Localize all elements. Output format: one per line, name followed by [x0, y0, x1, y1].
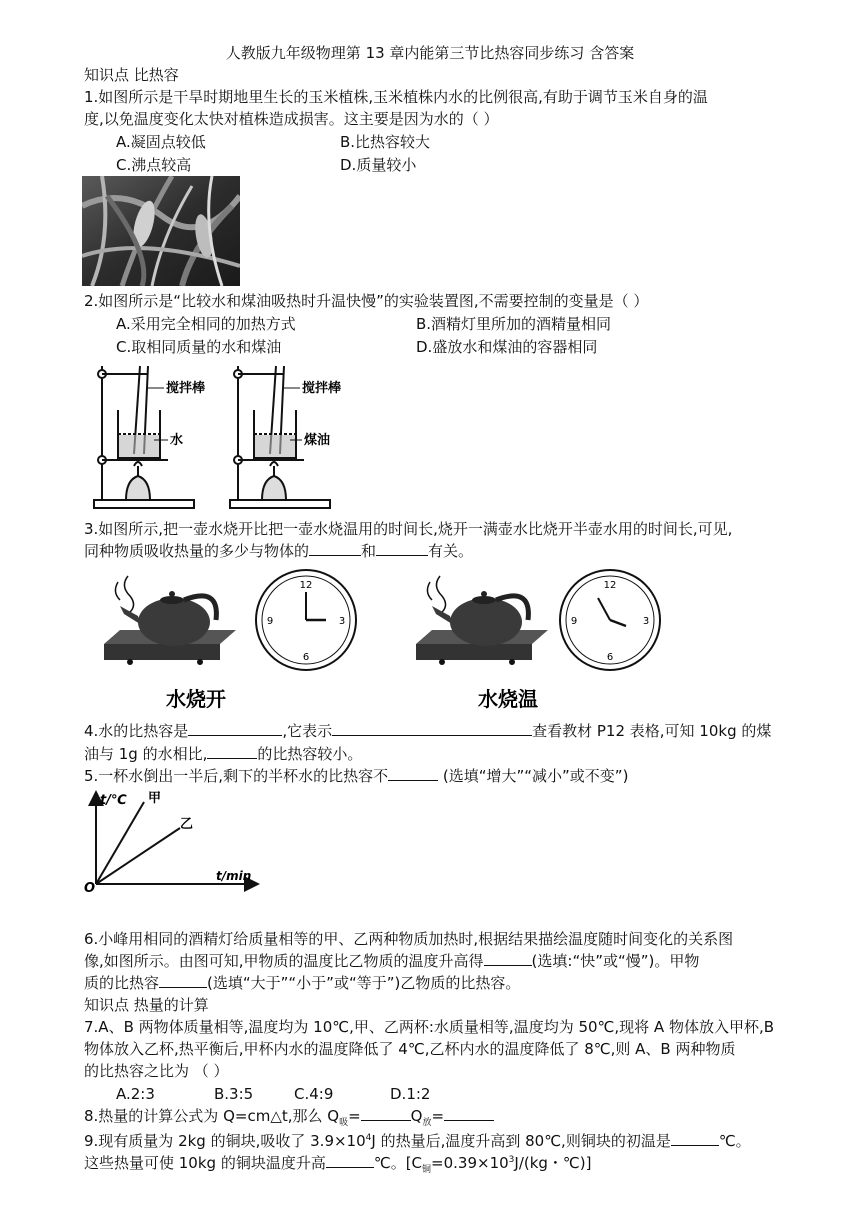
q7-option-d: D.1:2: [390, 1085, 431, 1103]
q1-option-b: B.比热容较大: [340, 133, 431, 151]
caption-warming: 水烧温: [478, 687, 538, 711]
clock-right-9: 9: [570, 616, 578, 627]
q7-option-a: A.2:3: [116, 1085, 155, 1103]
q1-line2: 度,以免温度变化太快对植株造成损害。这主要是因为水的（ ）: [84, 110, 499, 128]
q9-line1: 9.现有质量为 2kg 的铜块,吸收了 $3.9\times 10^4J$ 的热量后,温度升高到 80℃,则铜块的初温是 ℃。: [84, 1132, 751, 1150]
heating-apparatus-diagram: [88, 362, 344, 514]
q2-option-d: D.盛放水和煤油的容器相同: [416, 338, 598, 356]
corn-plant-photo: [82, 176, 240, 286]
clock-right-12: 12: [603, 580, 617, 591]
temperature-time-graph: [84, 788, 264, 892]
q2-line1: 2.如图所示是“比较水和煤油吸热时升温快慢”的实验装置图,不需要控制的变量是（ ）: [84, 292, 649, 310]
q3-line1: 3.如图所示,把一壶水烧开比把一壶水烧温用的时间长,烧开一满壶水比烧开半壶水用的时间长,可见,: [84, 520, 733, 538]
q7-line1: 7.A、B 两物体质量相等,温度均为 10℃,甲、乙两杯:水质量相等,温度均为 50℃,现将 A 物体放入甲杯,B: [84, 1018, 775, 1036]
q7-line2: 物体放入乙杯,热平衡后,甲杯内水的温度降低了 4℃,乙杯内水的温度降低了 8℃,则 A、B 两种物质: [84, 1040, 736, 1058]
left-liquid-label: 水: [170, 433, 184, 448]
graph-origin-label: O: [84, 881, 96, 892]
q7-option-b: B.3:5: [214, 1085, 254, 1103]
q9-line2: 这些热量可使 10kg 的铜块温度升高 ℃。[$C_铜=0.39\times 10^3J/(kg$・℃)]: [84, 1154, 592, 1175]
clock-left-3: 3: [338, 616, 346, 627]
q6-line3: 质的比热容 (选填“大于”“小于”或“等于”)乙物质的比热容。: [84, 974, 521, 992]
graph-yi-label: 乙: [180, 817, 194, 832]
q2-option-c: C.取相同质量的水和煤油: [116, 338, 282, 356]
q8-line: 8.热量的计算公式为 Q=cm△t,那么 $Q_吸= Q_放=$: [84, 1105, 494, 1134]
q1-line1: 1.如图所示是干旱时期地里生长的玉米植株,玉米植株内水的比例很高,有助于调节玉米自身的温: [84, 88, 708, 106]
q2-option-b: B.酒精灯里所加的酒精量相同: [416, 315, 612, 333]
clock-right-6: 6: [606, 652, 614, 663]
clock-left-9: 9: [266, 616, 274, 627]
right-liquid-label: 煤油: [304, 433, 331, 448]
clock-right-3: 3: [642, 616, 650, 627]
q1-option-d: D.质量较小: [340, 156, 417, 174]
clock-left-6: 6: [302, 652, 310, 663]
q1-option-a: A.凝固点较低: [116, 133, 206, 151]
q4-line2: 油与 1g 的水相比, 的比热容较小。: [84, 745, 363, 763]
right-stir-rod-label: 搅拌棒: [302, 381, 342, 396]
caption-boiling: 水烧开: [166, 687, 226, 711]
q4-line1: 4.水的比热容是 ,它表示 查看教材 P12 表格,可知 10kg 的煤: [84, 722, 772, 740]
graph-y-axis-label: t/℃: [100, 793, 127, 808]
q6-line2: 像,如图所示。由图可知,甲物质的温度比乙物质的温度升高得 (选填:“快”或“慢”)。甲物: [84, 952, 700, 970]
section-heading-specific-heat: 知识点 比热容: [84, 66, 179, 84]
graph-jia-label: 甲: [148, 791, 162, 806]
q7-option-c: C.4:9: [294, 1085, 334, 1103]
q3-line2: 同种物质吸收热量的多少与物体的 和 有关。: [84, 542, 474, 560]
kettle-boiling-figure: [100, 566, 360, 718]
q7-line3: 的比热容之比为 （ ）: [84, 1062, 229, 1080]
clock-left-12: 12: [299, 580, 313, 591]
q6-line1: 6.小峰用相同的酒精灯给质量相等的甲、乙两种物质加热时,根据结果描绘温度随时间变化的关系图: [84, 930, 734, 948]
section-heading-heat-calculation: 知识点 热量的计算: [84, 996, 209, 1014]
q2-option-a: A.采用完全相同的加热方式: [116, 315, 296, 333]
page-title: 人教版九年级物理第 13 章内能第三节比热容同步练习 含答案: [225, 44, 635, 62]
kettle-warming-figure: [412, 566, 672, 718]
graph-x-axis-label: t/min: [216, 869, 252, 883]
q1-option-c: C.沸点较高: [116, 156, 192, 174]
q5-line1: 5.一杯水倒出一半后,剩下的半杯水的比热容不 (选填“增大”“减小”或不变”): [84, 767, 629, 785]
left-stir-rod-label: 搅拌棒: [166, 381, 206, 396]
